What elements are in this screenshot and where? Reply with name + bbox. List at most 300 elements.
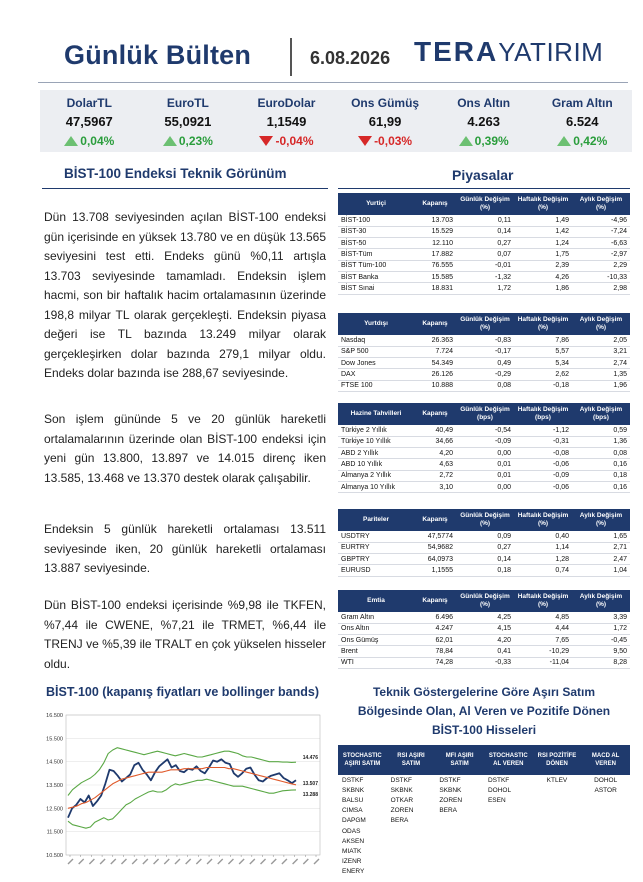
instrument-name: BİST-100	[338, 215, 414, 226]
table-row	[338, 867, 630, 877]
ticker-4	[434, 90, 533, 152]
stock-code: BERA	[439, 807, 458, 815]
instrument-name: BİST Sınai	[338, 283, 414, 294]
market-table-3	[338, 509, 630, 577]
table-cell: -0,06	[514, 481, 572, 492]
table-row	[338, 215, 630, 226]
y-tick-label: 16.500	[46, 713, 63, 719]
bulletin-date: 6.08.2026	[310, 48, 391, 68]
x-tick-label-mark	[68, 859, 73, 864]
table-cell: 0,27	[456, 238, 514, 249]
column-header: MFI AŞIRI SATIM	[435, 745, 484, 775]
table-cell: -7,24	[572, 226, 630, 237]
table-cell: 1,14	[514, 542, 572, 553]
column-header: Kapanış	[414, 509, 456, 531]
stock-code	[435, 816, 484, 826]
table-cell: 1,65	[572, 531, 630, 542]
screening-title-line-1: Teknik Göstergelerine Göre Aşırı Satım	[372, 685, 596, 699]
table-cell: 1,75	[514, 249, 572, 260]
table-cell: 4.247	[414, 623, 456, 634]
stock-code: CIMSA	[342, 807, 363, 815]
company-logo	[414, 36, 603, 68]
table-cell: 0,18	[572, 470, 630, 481]
table-cell: 1,96	[572, 380, 630, 391]
table-cell: 2,71	[572, 542, 630, 553]
instrument-name: Brent	[338, 646, 414, 657]
market-table-header-row	[338, 403, 630, 425]
instrument-name: Türkiye 2 Yıllık	[338, 425, 414, 436]
table-cell: 1,1555	[414, 565, 456, 576]
ticker-value: 1,1549	[266, 114, 307, 129]
x-tick-label-mark	[143, 859, 148, 864]
table-row	[338, 459, 630, 470]
table-cell: 7,65	[514, 635, 572, 646]
table-cell: -0,83	[456, 335, 514, 346]
table-cell: 2,98	[572, 283, 630, 294]
column-header: Yurtiçi	[338, 193, 414, 215]
stock-code: DOHOL	[487, 786, 512, 794]
x-tick-label-mark	[207, 859, 212, 864]
ticker-name: DolarTL	[66, 96, 112, 110]
instrument-name: USDTRY	[338, 531, 414, 542]
x-tick-label-mark	[79, 859, 84, 864]
end-value-label: 14.476	[302, 755, 318, 762]
table-row	[338, 646, 630, 657]
table-cell: 2,39	[514, 260, 572, 271]
table-cell: 0,01	[456, 459, 514, 470]
table-cell: -0,31	[514, 436, 572, 447]
instrument-name: Ons Gümüş	[338, 635, 414, 646]
column-header: Pariteler	[338, 509, 414, 531]
table-cell: -0,01	[456, 260, 514, 271]
table-cell: 15.529	[414, 226, 456, 237]
table-cell: 1,49	[514, 215, 572, 226]
stock-code	[581, 795, 630, 805]
stock-code: OTKAR	[390, 796, 414, 804]
table-row	[338, 775, 630, 785]
table-row	[338, 531, 630, 542]
screening-title-line-2: Bölgesinde Olan, Al Veren ve Pozitife Dönen	[357, 704, 611, 718]
table-row	[338, 795, 630, 805]
x-tick-label-mark	[314, 859, 319, 864]
column-header: Aylık Değişim (bps)	[572, 403, 630, 425]
table-cell: 1,72	[456, 283, 514, 294]
table-cell: 0,59	[572, 425, 630, 436]
end-value-label: 13.507	[302, 780, 318, 787]
table-cell: -1,32	[456, 271, 514, 282]
table-cell: 0,41	[456, 646, 514, 657]
table-cell: 0,00	[456, 448, 514, 459]
table-cell: 78,84	[414, 646, 456, 657]
table-cell: 0,14	[456, 226, 514, 237]
instrument-name: Almanya 10 Yıllık	[338, 481, 414, 492]
table-cell: 0,14	[456, 554, 514, 565]
table-cell: -0,33	[456, 657, 514, 668]
table-cell: 4,25	[456, 612, 514, 623]
stock-code: AKSEN	[342, 837, 365, 845]
instrument-name: S&P 500	[338, 346, 414, 357]
table-cell: 0,01	[456, 470, 514, 481]
x-tick-label-mark	[164, 859, 169, 864]
instrument-name: DAX	[338, 369, 414, 380]
chart-heading: BİST-100 (kapanış fiyatları ve bollinger bands)	[46, 685, 319, 699]
table-cell: 7,86	[514, 335, 572, 346]
logo-bold-text: TERA	[414, 36, 499, 67]
markets-heading: Piyasalar	[452, 167, 514, 183]
table-cell: 54,9682	[414, 542, 456, 553]
ticker-change-value: -0,04%	[275, 134, 314, 148]
column-header: Haftalık Değişim (bps)	[514, 403, 572, 425]
stock-code	[581, 806, 630, 816]
table-cell: 12.110	[414, 238, 456, 249]
instrument-name: Almanya 2 Yıllık	[338, 470, 414, 481]
table-cell: 76.555	[414, 260, 456, 271]
x-tick-label-mark	[282, 859, 287, 864]
table-row	[338, 369, 630, 380]
table-cell: 4,44	[514, 623, 572, 634]
ticker-5	[533, 90, 632, 152]
ticker-value: 4.263	[467, 114, 500, 129]
table-cell: 4,26	[514, 271, 572, 282]
x-tick-label-mark	[154, 859, 159, 864]
stock-code	[387, 846, 436, 856]
y-tick-label: 14.500	[46, 759, 63, 766]
table-row	[338, 623, 630, 634]
series-line-middle	[68, 768, 296, 809]
screening-table	[338, 745, 630, 877]
table-cell: 5,34	[514, 358, 572, 369]
table-cell: 0,08	[456, 380, 514, 391]
table-cell: 3,21	[572, 346, 630, 357]
analysis-paragraph-1: Dün 13.708 seviyesinden açılan BİST-100 endeksi gün içerisinde en yüksek 13.780 ve en düşük 13.565 seviyesini test etti. Endeks günü %0,11 artışla 13.703 seviyesinde tamamladı. Endeksin işlem hacmi, son bir haftalık hacim ortalamasının üzerinde 198,8 milyar TL olarak gerçekleşti. Endeksin piyasa değeri ise TL bazında 13.249 milyar olarak gerçekleşirken dolar bazında 279,1 milyar oldu. Endeks dolar bazında ise 288,67 seviyesinde.	[44, 210, 326, 380]
table-cell: 3,39	[572, 612, 630, 623]
table-row	[338, 635, 630, 646]
table-cell: 0,74	[514, 565, 572, 576]
stock-code	[484, 867, 533, 877]
table-row	[338, 836, 630, 846]
end-value-label: 13.288	[302, 791, 318, 798]
y-tick-label: 10.500	[46, 853, 63, 859]
x-tick-label-mark	[111, 859, 116, 864]
instrument-name: Nasdaq	[338, 335, 414, 346]
stock-code	[484, 816, 533, 826]
ticker-change-value: 0,39%	[474, 134, 509, 148]
column-header: Günlük Değişim (%)	[456, 313, 514, 335]
bist100-chart	[36, 705, 326, 882]
stock-code	[581, 857, 630, 867]
chart-svg	[36, 705, 326, 882]
ticker-change	[40, 134, 139, 148]
instrument-name: Dow Jones	[338, 358, 414, 369]
stock-code: IZENR	[342, 858, 362, 866]
table-cell: 0,18	[456, 565, 514, 576]
stock-code	[387, 867, 436, 877]
column-header: STOCHASTIC AŞIRI SATIM	[338, 745, 387, 775]
table-cell: 0,08	[572, 448, 630, 459]
table-cell: 7.724	[414, 346, 456, 357]
stock-code: DAPGM	[342, 817, 366, 825]
stock-code: BALSU	[342, 796, 364, 804]
column-header: Kapanış	[414, 590, 456, 612]
stock-code	[533, 836, 582, 846]
table-row	[338, 542, 630, 553]
analysis-paragraph-3: Endeksin 5 günlük hareketli ortalaması 13.511 seviyesinde iken, 20 günlük hareketli ortalaması 13.887 seviyesinde.	[44, 522, 326, 575]
stock-code	[435, 826, 484, 836]
ticker-3	[336, 90, 435, 152]
table-cell: -0,09	[514, 470, 572, 481]
table-cell: 1,86	[514, 283, 572, 294]
ticker-change-value: 0,23%	[178, 134, 213, 148]
market-table-header-row	[338, 590, 630, 612]
column-header: Aylık Değişim (%)	[572, 313, 630, 335]
table-cell: 0,11	[456, 215, 514, 226]
stock-code: SKBNK	[390, 786, 413, 794]
stock-code: ODAS	[342, 827, 361, 835]
x-tick-label-mark	[121, 859, 126, 864]
stock-code	[581, 846, 630, 856]
table-cell: 1,28	[514, 554, 572, 565]
x-tick-label-mark	[250, 859, 255, 864]
page-title: Günlük Bülten	[64, 40, 252, 70]
table-cell: 2,72	[414, 470, 456, 481]
column-header: Emtia	[338, 590, 414, 612]
analysis-paragraph-2: Son işlem gününde 5 ve 20 günlük hareketli ortalamalarının üzerinde olan BİST-100 endeksi için yeni gün 13.800, 13.897 ve 14.015 direnç iken 13.585, 13.468 ve 13.370 destek olarak çalışabilir.	[44, 412, 326, 485]
table-cell: 1,04	[572, 565, 630, 576]
table-cell: -11,04	[514, 657, 572, 668]
instrument-name: BİST-30	[338, 226, 414, 237]
instrument-name: ABD 2 Yıllık	[338, 448, 414, 459]
table-cell: 4,15	[456, 623, 514, 634]
market-table-header-row	[338, 509, 630, 531]
analysis-heading-rule	[42, 188, 328, 189]
table-row	[338, 470, 630, 481]
stock-code: DSTKF	[342, 776, 364, 784]
stock-code: ZOREN	[390, 807, 414, 815]
stock-code	[533, 857, 582, 867]
ticker-change	[533, 134, 632, 148]
x-tick-label-mark	[196, 859, 201, 864]
triangle-up-icon	[557, 136, 571, 146]
stock-code	[484, 806, 533, 816]
table-cell: -0,29	[456, 369, 514, 380]
table-cell: 4,85	[514, 612, 572, 623]
screening-title-line-3: BİST-100 Hisseleri	[431, 723, 537, 737]
ticker-1	[139, 90, 238, 152]
ticker-change-value: -0,03%	[374, 134, 413, 148]
table-row	[338, 554, 630, 565]
ticker-value: 61,99	[368, 114, 402, 129]
screening-title	[334, 683, 634, 740]
ticker-change	[336, 134, 435, 148]
ticker-change	[139, 134, 238, 148]
table-cell: 18.831	[414, 283, 456, 294]
x-tick-label-mark	[186, 859, 191, 864]
stock-code: KTLEV	[546, 776, 568, 784]
table-cell: -10,33	[572, 271, 630, 282]
market-table-header-row	[338, 193, 630, 215]
x-tick-label-mark	[175, 859, 180, 864]
ticker-change	[434, 134, 533, 148]
table-cell: -10,29	[514, 646, 572, 657]
column-header: Günlük Değişim (%)	[456, 193, 514, 215]
table-cell: -0,08	[514, 448, 572, 459]
ticker-value: 47,5967	[65, 114, 113, 129]
column-header: Kapanış	[414, 403, 456, 425]
y-tick-label: 13.500	[46, 783, 63, 789]
ticker-strip	[40, 90, 632, 152]
table-cell: 62,01	[414, 635, 456, 646]
column-header: Günlük Değişim (%)	[456, 509, 514, 531]
table-cell: -0,45	[572, 635, 630, 646]
column-header: Haftalık Değişim (%)	[514, 313, 572, 335]
header-divider	[290, 38, 292, 76]
table-cell: 0,16	[572, 459, 630, 470]
table-row	[338, 260, 630, 271]
table-cell: -6,63	[572, 238, 630, 249]
table-cell: 0,07	[456, 249, 514, 260]
table-row	[338, 271, 630, 282]
ticker-0	[40, 90, 139, 152]
table-cell: 4,63	[414, 459, 456, 470]
table-cell: 0,40	[514, 531, 572, 542]
instrument-name: GBPTRY	[338, 554, 414, 565]
stock-code	[484, 826, 533, 836]
stock-code	[533, 846, 582, 856]
stock-code	[533, 806, 582, 816]
logo-thin-text: YATIRIM	[498, 37, 604, 67]
stock-code	[435, 867, 484, 877]
table-cell: 34,66	[414, 436, 456, 447]
stock-code	[435, 857, 484, 867]
table-cell: 10.888	[414, 380, 456, 391]
table-cell: -0,18	[514, 380, 572, 391]
stock-code	[581, 836, 630, 846]
y-tick-label: 11.500	[46, 829, 63, 836]
x-tick-label-mark	[271, 859, 276, 864]
x-tick-label-mark	[303, 859, 308, 864]
table-row	[338, 425, 630, 436]
stock-code	[581, 826, 630, 836]
ticker-change-value: 0,04%	[80, 134, 115, 148]
table-cell: 15.585	[414, 271, 456, 282]
instrument-name: BİST-Tüm	[338, 249, 414, 260]
stock-code	[387, 836, 436, 846]
column-header: Haftalık Değişim (%)	[514, 509, 572, 531]
table-cell: -2,97	[572, 249, 630, 260]
table-cell: 2,29	[572, 260, 630, 271]
triangle-up-icon	[163, 136, 177, 146]
x-tick-label-mark	[293, 859, 298, 864]
series-line-lower	[68, 779, 296, 828]
ticker-name: EuroTL	[166, 96, 209, 110]
table-cell: -0,17	[456, 346, 514, 357]
stock-code	[387, 857, 436, 867]
x-tick-label-mark	[239, 859, 244, 864]
table-row	[338, 806, 630, 816]
table-cell: -4,96	[572, 215, 630, 226]
stock-code	[484, 846, 533, 856]
table-row	[338, 857, 630, 867]
table-cell: 2,74	[572, 358, 630, 369]
table-row	[338, 335, 630, 346]
table-row	[338, 436, 630, 447]
table-cell: 4,20	[414, 448, 456, 459]
screening-header-row	[338, 745, 630, 775]
x-tick-label-mark	[89, 859, 94, 864]
table-cell: 74,28	[414, 657, 456, 668]
instrument-name: BİST-50	[338, 238, 414, 249]
column-header: RSI AŞIRI SATIM	[387, 745, 436, 775]
x-tick-label-mark	[218, 859, 223, 864]
table-cell: 8,28	[572, 657, 630, 668]
ticker-2	[237, 90, 336, 152]
table-row	[338, 249, 630, 260]
instrument-name: EURTRY	[338, 542, 414, 553]
stock-code: ESEN	[487, 796, 506, 804]
table-row	[338, 481, 630, 492]
market-table-header-row	[338, 313, 630, 335]
table-row	[338, 785, 630, 795]
table-row	[338, 612, 630, 623]
column-header: RSI POZİTİFE DÖNEN	[533, 745, 582, 775]
column-header: Haftalık Değişim (%)	[514, 590, 572, 612]
stock-code	[435, 836, 484, 846]
table-cell: 47,5774	[414, 531, 456, 542]
stock-code	[484, 836, 533, 846]
stock-code: DOHOL	[594, 776, 618, 784]
table-cell: 64,0973	[414, 554, 456, 565]
table-cell: 0,49	[456, 358, 514, 369]
stock-code: DSTKF	[439, 776, 461, 784]
table-row	[338, 448, 630, 459]
ticker-change-value: 0,42%	[573, 134, 608, 148]
stock-code	[581, 867, 630, 877]
stock-code: BERA	[390, 817, 409, 825]
table-row	[338, 238, 630, 249]
table-cell: -0,06	[514, 459, 572, 470]
table-row	[338, 826, 630, 836]
table-cell: 9,50	[572, 646, 630, 657]
instrument-name: Gram Altın	[338, 612, 414, 623]
table-cell: 2,47	[572, 554, 630, 565]
table-row	[338, 226, 630, 237]
ticker-name: Gram Altın	[551, 96, 613, 110]
x-tick-label-mark	[132, 859, 137, 864]
stock-code: ZOREN	[439, 796, 463, 804]
column-header: Günlük Değişim (%)	[456, 590, 514, 612]
table-cell: 2,62	[514, 369, 572, 380]
instrument-name: ABD 10 Yıllık	[338, 459, 414, 470]
table-cell: 5,57	[514, 346, 572, 357]
market-table-2	[338, 403, 630, 493]
column-header: Günlük Değişim (bps)	[456, 403, 514, 425]
table-cell: 40,49	[414, 425, 456, 436]
instrument-name: BİST Tüm-100	[338, 260, 414, 271]
table-cell: 6.496	[414, 612, 456, 623]
instrument-name: Türkiye 10 Yıllık	[338, 436, 414, 447]
stock-code	[387, 826, 436, 836]
table-cell: 26.126	[414, 369, 456, 380]
ticker-name: Ons Gümüş	[351, 96, 420, 110]
stock-code	[484, 857, 533, 867]
markets-heading-rule	[338, 188, 630, 189]
stock-code: SKBNK	[439, 786, 462, 794]
instrument-name: EURUSD	[338, 565, 414, 576]
table-row	[338, 565, 630, 576]
table-cell: 0,16	[572, 481, 630, 492]
column-header: Haftalık Değişim (%)	[514, 193, 572, 215]
stock-code	[533, 826, 582, 836]
